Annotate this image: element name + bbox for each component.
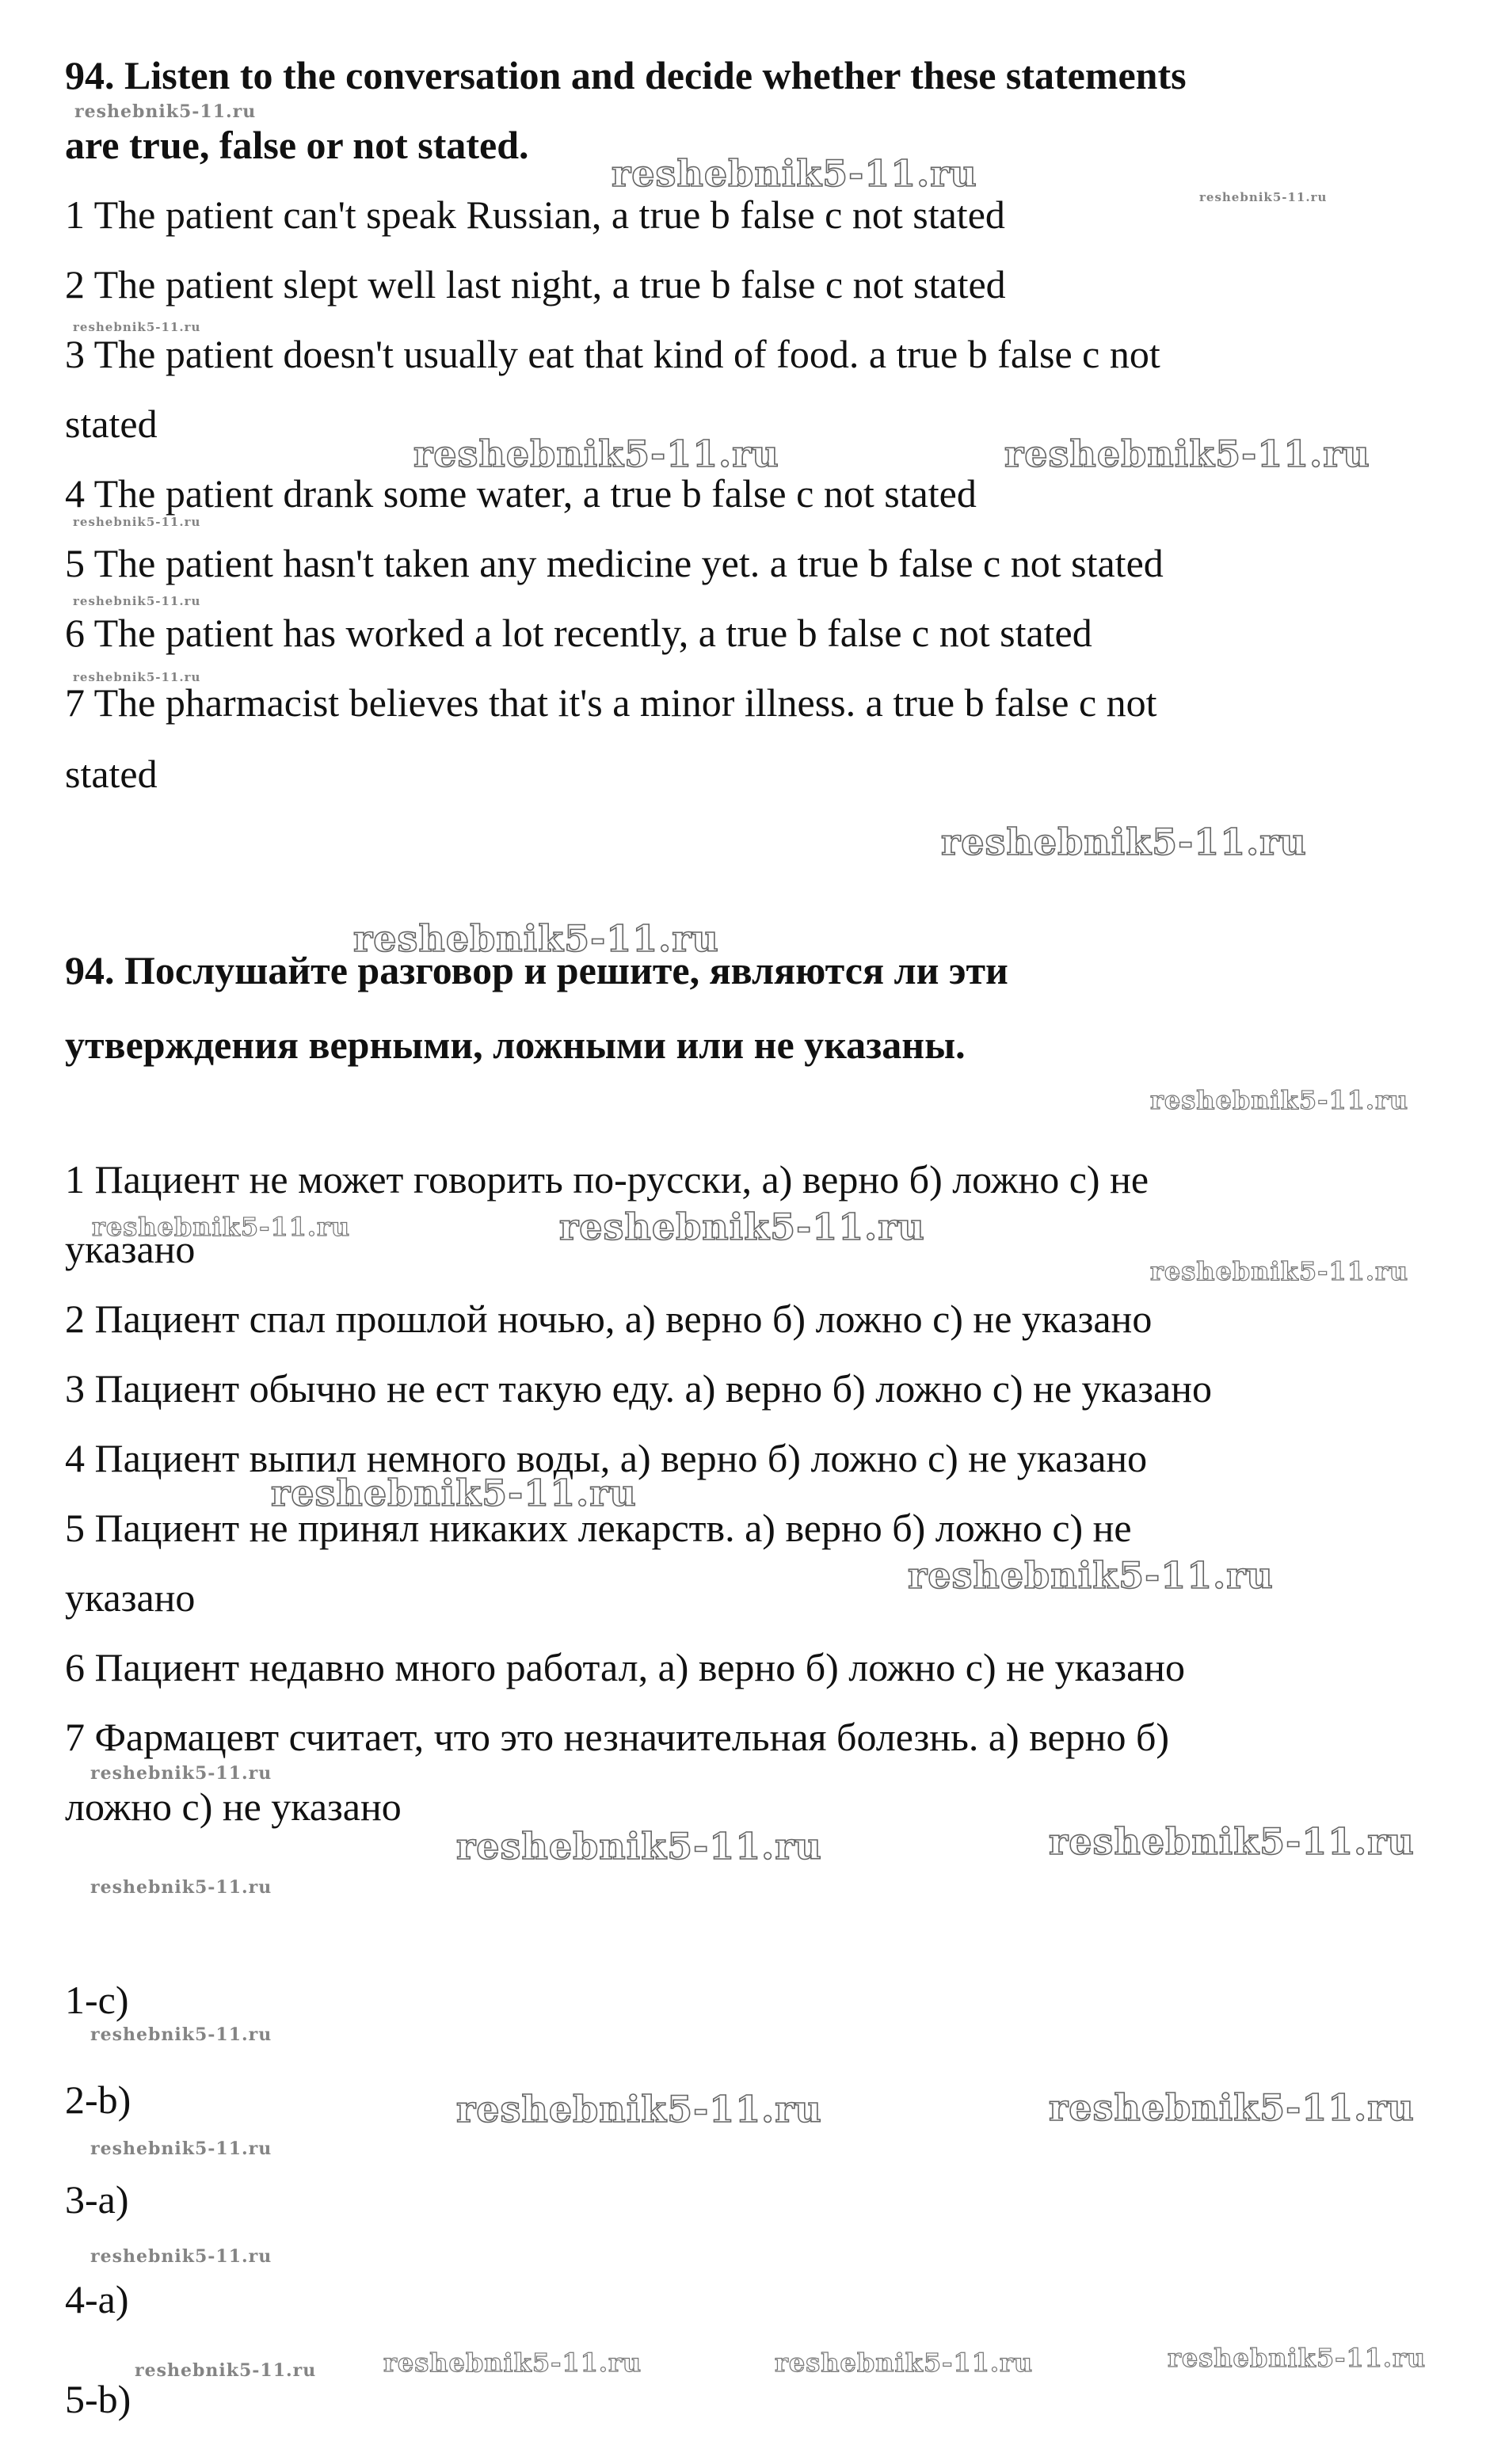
heading-english-line-1: 94. Listen to the conversation and decide whether these statements xyxy=(65,53,1187,97)
statement-2-english: 2 The patient slept well last night, a true b false c not stated xyxy=(65,262,1006,307)
watermark: reshebnik5-11.ru xyxy=(612,152,977,195)
statement-4-english: 4 The patient drank some water, a true b false c not stated xyxy=(65,471,977,516)
watermark: reshebnik5-11.ru xyxy=(413,432,779,475)
statement-3-russian: 3 Пациент обычно не ест такую еду. а) верно б) ложно с) не указано xyxy=(65,1366,1212,1411)
watermark: reshebnik5-11.ru xyxy=(90,2138,272,2159)
watermark: reshebnik5-11.ru xyxy=(1004,432,1370,475)
statement-4-russian: 4 Пациент выпил немного воды, а) верно б) ложно с) не указано xyxy=(65,1436,1148,1480)
statement-1-russian: 1 Пациент не может говорить по-русски, а) верно б) ложно с) не xyxy=(65,1157,1149,1202)
statement-6-russian: 6 Пациент недавно много работал, а) верно б) ложно с) не указано xyxy=(65,1645,1186,1689)
watermark: reshebnik5-11.ru xyxy=(1049,2086,1415,2129)
statement-2-russian: 2 Пациент спал прошлой ночью, а) верно б) ложно с) не указано xyxy=(65,1297,1153,1341)
answer-3: 3-a) xyxy=(65,2177,129,2222)
statement-5-english: 5 The patient hasn't taken any medicine yet. a true b false c not stated xyxy=(65,541,1164,585)
heading-russian-line-1: 94. Послушайте разговор и решите, являются ли эти xyxy=(65,948,1008,992)
watermark: reshebnik5-11.ru xyxy=(271,1472,637,1514)
watermark: reshebnik5-11.ru xyxy=(92,1212,351,1242)
statement-7-english: 7 The pharmacist believes that it's a minor illness. a true b false c not xyxy=(65,680,1157,725)
statement-3-english: 3 The patient doesn't usually eat that kind of food. a true b false c not xyxy=(65,332,1160,376)
statement-3-english-cont: stated xyxy=(65,402,158,446)
statement-7-russian: 7 Фармацевт считает, что это незначительная болезнь. а) верно б) xyxy=(65,1715,1170,1759)
watermark: reshebnik5-11.ru xyxy=(908,1554,1274,1597)
watermark: reshebnik5-11.ru xyxy=(90,2246,272,2267)
statement-7-russian-cont: ложно с) не указано xyxy=(65,1784,402,1829)
watermark: reshebnik5-11.ru xyxy=(456,1825,822,1868)
answer-4: 4-a) xyxy=(65,2277,129,2321)
statement-5-russian-cont: указано xyxy=(65,1575,196,1620)
heading-english-line-2: are true, false or not stated. xyxy=(65,123,529,167)
watermark: reshebnik5-11.ru xyxy=(73,594,201,608)
watermark: reshebnik5-11.ru xyxy=(90,1877,272,1898)
watermark: reshebnik5-11.ru xyxy=(1049,1820,1415,1863)
watermark: reshebnik5-11.ru xyxy=(1168,2343,1427,2373)
answer-5: 5-b) xyxy=(65,2377,131,2421)
answer-1: 1-c) xyxy=(65,1978,129,2022)
watermark: reshebnik5-11.ru xyxy=(941,821,1307,863)
watermark: reshebnik5-11.ru xyxy=(353,917,719,960)
watermark: reshebnik5-11.ru xyxy=(559,1205,925,1248)
watermark: reshebnik5-11.ru xyxy=(775,2348,1034,2378)
watermark: reshebnik5-11.ru xyxy=(1150,1256,1409,1286)
watermark: reshebnik5-11.ru xyxy=(456,2088,822,2131)
watermark: reshebnik5-11.ru xyxy=(1199,190,1328,204)
watermark: reshebnik5-11.ru xyxy=(383,2348,642,2378)
statement-7-english-cont: stated xyxy=(65,752,158,796)
watermark: reshebnik5-11.ru xyxy=(1150,1085,1409,1115)
watermark: reshebnik5-11.ru xyxy=(73,515,201,529)
watermark: reshebnik5-11.ru xyxy=(135,2360,317,2381)
statement-1-english: 1 The patient can't speak Russian, a true b false c not stated xyxy=(65,192,1005,237)
watermark: reshebnik5-11.ru xyxy=(74,101,257,122)
statement-6-english: 6 The patient has worked a lot recently, a true b false c not stated xyxy=(65,611,1092,655)
answer-2: 2-b) xyxy=(65,2077,131,2122)
watermark: reshebnik5-11.ru xyxy=(73,670,201,684)
statement-1-russian-cont: указано xyxy=(65,1227,196,1271)
heading-russian-line-2: утверждения верными, ложными или не указаны. xyxy=(65,1023,966,1067)
watermark: reshebnik5-11.ru xyxy=(90,1763,272,1784)
watermark: reshebnik5-11.ru xyxy=(90,2024,272,2045)
watermark: reshebnik5-11.ru xyxy=(73,320,201,334)
statement-5-russian: 5 Пациент не принял никаких лекарств. а) верно б) ложно с) не xyxy=(65,1506,1132,1550)
